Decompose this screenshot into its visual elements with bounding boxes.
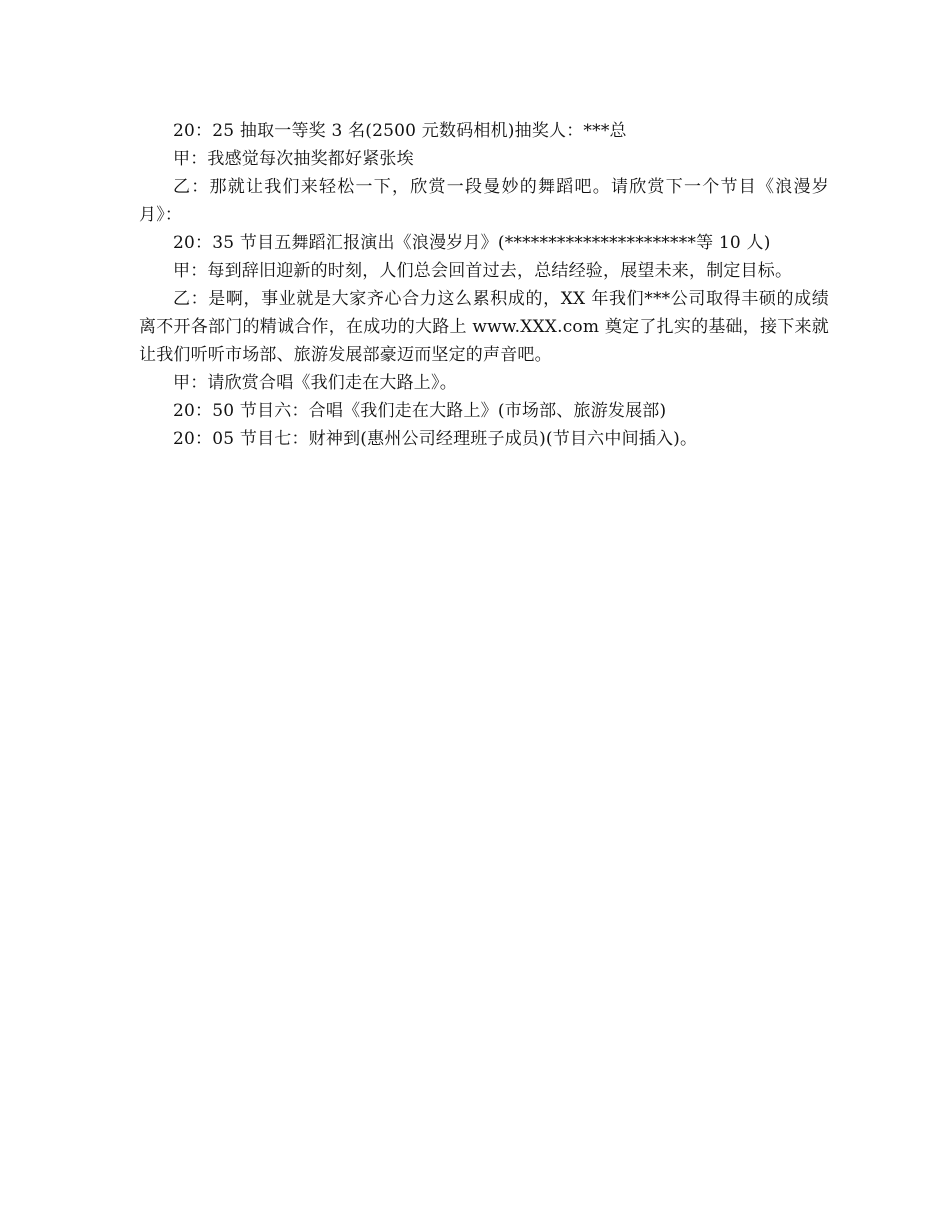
paragraph-jia-chorus-intro: 甲：请欣赏合唱《我们走在大路上》。 — [173, 373, 457, 393]
paragraph-jia-new-year: 甲：每到辞旧迎新的时刻，人们总会回首过去，总结经验，展望未来，制定目标。 — [173, 261, 793, 281]
paragraph-program-seven: 20：05 节目七：财神到(惠州公司经理班子成员)(节目六中间插入)。 — [173, 429, 698, 449]
paragraph-yi-achievement: 乙：是啊，事业就是大家齐心合力这么累积成的，XX 年我们***公司取得丰硕的成绩离不开各部门的精诚合作，在成功的大路上 www.XXX.com 奠定了扎实的基础，接下来就让我们听听市场部、旅游发展部豪迈而坚定的声音吧。 — [139, 289, 829, 365]
paragraph-first-prize-draw: 20：25 抽取一等奖 3 名(2500 元数码相机)抽奖人：***总 — [173, 121, 627, 141]
paragraph-program-six: 20：50 节目六：合唱《我们走在大路上》(市场部、旅游发展部) — [173, 401, 667, 421]
document-body — [139, 117, 829, 453]
paragraph-yi-dance-intro: 乙：那就让我们来轻松一下，欣赏一段曼妙的舞蹈吧。请欣赏下一个节目《浪漫岁月》： — [139, 177, 829, 225]
paragraph-jia-nervous: 甲：我感觉每次抽奖都好紧张埃 — [173, 149, 414, 169]
paragraph-program-five: 20：35 节目五舞蹈汇报演出《浪漫岁月》(**********************等 10 人) — [173, 233, 771, 253]
